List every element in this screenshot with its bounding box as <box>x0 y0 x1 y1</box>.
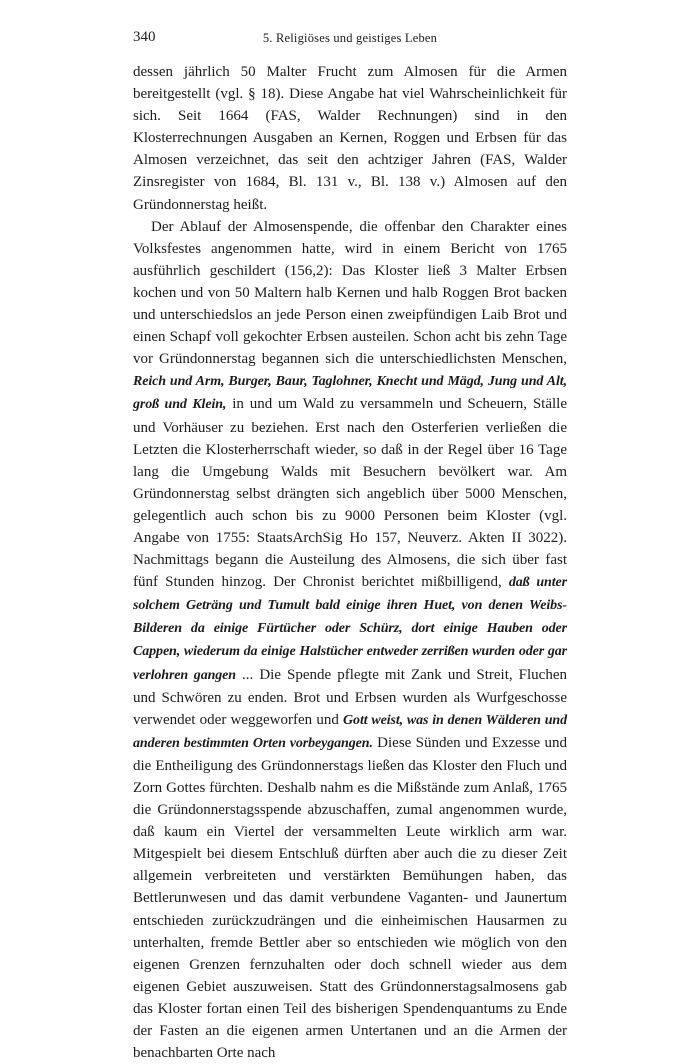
text-run: in und um Wald zu versammeln und Scheuern, Ställe und Vorhäuser zu beziehen. Erst nach den Osterferien verließen die Letzten die Klosterherrschaft wieder, so daß in der Regel über 16 Tage lang die Umgebung Walds mit Besuchern bevölkert war. Am Gründonnerstag selbst drängten sich angeblich über 5000 Menschen, gelegentlich auch schon bis zu 9000 Personen beim Kloster (vgl. Angabe von 1755: StaatsArchSig Ho 157, Neuverz. Akten II 3022). Nachmittags begann die Austeilung des Almosens, die sich über fast fünf Stunden hinzog. Der Chronist berichtet mißbilligend, <box>133 396 567 591</box>
chapter-title: 5. Religiöses und geistiges Leben <box>262 31 438 45</box>
text-run: Diese Sünden und Exzesse und die Entheiligung des Gründonnerstags ließen das Kloster den Fluch und Zorn Gottes fürchten. Deshalb nahm es die Mißstände zum Anlaß, 1765 die Gründonnerstagsspende abzuschaffen, zumal angenommen wurde, daß kaum ein Viertel der versammelten Leute wirklich arm war. Mitgespielt bei diesem Entschluß dürften aber auch die zu dieser Zeit allgemein verbreiteten und verstärkten Bemühungen haben, das Bettlerunwesen und das damit verbundene Vaganten- und Jaunertum entschieden zurückzudrängen und die einheimischen Hausarmen zu unterhalten, fremde Bettler aber so entschieden wie möglich von den eigenen Grenzen fernzuhalten oder doch schnell wieder aus dem eigenen Gebiet auszuweisen. Statt des Gründonnerstagsalmosens gab das Kloster fortan einen Teil des bisherigen Spendenquantums zu Ende der Fasten an die eigenen armen Untertanen und an die Armen der benachbarten Orte nach <box>133 734 567 1062</box>
text-run: dessen jährlich 50 Malter Frucht zum Almosen für die Armen bereitgestellt (vgl. § 18). Diese Angabe hat viel Wahrscheinlichkeit für sich. Seit 1664 (FAS, Walder Rechnungen) sind in den Klosterrechnungen Ausgaben an Kernen, Roggen und Erbsen für das Almosen verzeichnet, das seit den achtziger Jahren (FAS, Walder Zinsregister von 1684, Bl. 131 v., Bl. 138 v.) Almosen auf den Gründonnerstag heißt. <box>133 64 567 213</box>
page-number: 340 <box>133 29 156 45</box>
body-text <box>133 61 567 1064</box>
quotation-people: Reich und Arm, Burger, Baur, Taglohner, Knecht und Mägd, Jung und Alt, groß und Klein, <box>133 374 567 413</box>
paragraph-continued <box>133 61 567 216</box>
text-run: Der Ablauf der Almosenspende, die offenbar den Charakter eines Volksfestes angenommen hatte, wird in einem Bericht von 1765 ausführlich geschildert (156,2): Das Kloster ließ 3 Malter Erbsen kochen und von 50 Maltern halb Kernen und halb Roggen Brot backen und unterschiedslos an jede Person einen zweipfündigen Laib Brot und einen Schapf voll gekochter Erbsen austeilen. Schon acht bis zehn Tage vor Gründonnerstag begannen sich die unterschiedlichsten Menschen, <box>133 218 567 368</box>
quotation-chronicle: daß unter solchem Geträng und Tumult bald einige ihren Huet, von denen Weibs-Bilderen da einige Fürtücher oder Schürz, dort einige Hauben oder Cappen, wiederum da einige Halstücher entweder zerrißen wurden oder gar verlohren gangen <box>133 575 567 683</box>
running-header <box>133 26 567 48</box>
quotation-gott-weist: Gott weist, was in denen Wälderen und anderen bestimmten Orten vorbeygangen. <box>133 712 567 751</box>
paragraph-almosenspende <box>133 216 567 1064</box>
text-run: ... Die Spende pflegte mit Zank und Streit, Fluchen und Schwören zu enden. Brot und Erbsen wurden als Wurfgeschosse verwendet oder weggeworfen und <box>133 666 567 728</box>
